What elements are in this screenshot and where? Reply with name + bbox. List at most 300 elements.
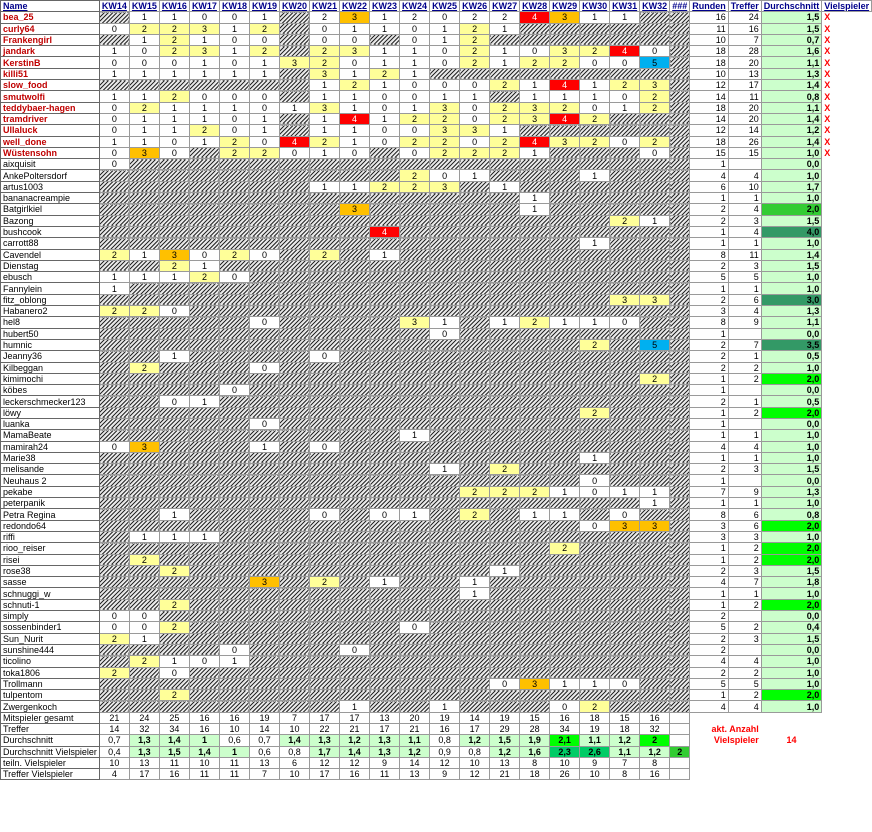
score-cell[interactable] bbox=[640, 351, 670, 362]
hits-cell[interactable]: 6 bbox=[728, 294, 761, 305]
average-cell[interactable]: 1,5 bbox=[761, 633, 822, 644]
score-cell[interactable] bbox=[490, 577, 520, 588]
score-cell[interactable] bbox=[550, 238, 580, 249]
summary-value[interactable]: 1,2 bbox=[490, 746, 520, 757]
score-cell[interactable] bbox=[610, 565, 640, 576]
score-cell[interactable] bbox=[219, 317, 249, 328]
score-cell[interactable] bbox=[189, 407, 219, 418]
score-cell[interactable] bbox=[219, 80, 249, 91]
score-cell[interactable] bbox=[430, 238, 460, 249]
score-cell[interactable] bbox=[460, 475, 490, 486]
score-cell[interactable]: 0 bbox=[370, 125, 400, 136]
score-cell[interactable]: 3 bbox=[430, 125, 460, 136]
summary-value[interactable]: 1,2 bbox=[640, 746, 670, 757]
score-cell[interactable]: 1 bbox=[189, 260, 219, 271]
summary-value[interactable]: 11 bbox=[189, 769, 219, 780]
rounds-cell[interactable]: 18 bbox=[690, 57, 729, 68]
hits-cell[interactable]: 14 bbox=[728, 125, 761, 136]
score-cell[interactable] bbox=[490, 339, 520, 350]
hits-cell[interactable] bbox=[728, 644, 761, 655]
score-cell[interactable] bbox=[159, 204, 189, 215]
score-cell[interactable]: 1 bbox=[129, 633, 159, 644]
summary-value[interactable]: 0,7 bbox=[249, 735, 279, 746]
score-cell[interactable] bbox=[400, 396, 430, 407]
player-name[interactable]: Kilbeggan bbox=[1, 362, 100, 373]
score-cell[interactable] bbox=[640, 644, 670, 655]
score-cell[interactable] bbox=[310, 317, 340, 328]
score-cell[interactable] bbox=[430, 260, 460, 271]
rounds-cell[interactable]: 2 bbox=[690, 611, 729, 622]
score-cell[interactable]: 1 bbox=[580, 91, 610, 102]
score-cell[interactable] bbox=[460, 181, 490, 192]
score-cell[interactable] bbox=[340, 509, 370, 520]
summary-value[interactable]: 0,7 bbox=[99, 735, 129, 746]
score-cell[interactable] bbox=[640, 509, 670, 520]
score-cell[interactable] bbox=[520, 599, 550, 610]
score-cell[interactable] bbox=[219, 204, 249, 215]
score-cell[interactable] bbox=[490, 306, 520, 317]
score-cell[interactable]: 5 bbox=[640, 339, 670, 350]
score-cell[interactable] bbox=[129, 430, 159, 441]
score-cell[interactable] bbox=[460, 68, 490, 79]
hits-cell[interactable]: 7 bbox=[728, 339, 761, 350]
score-cell[interactable] bbox=[310, 306, 340, 317]
score-cell[interactable] bbox=[430, 667, 460, 678]
score-cell[interactable] bbox=[520, 351, 550, 362]
player-name[interactable]: curly64 bbox=[1, 23, 100, 34]
score-cell[interactable] bbox=[340, 226, 370, 237]
score-cell[interactable] bbox=[310, 611, 340, 622]
hits-cell[interactable]: 4 bbox=[728, 204, 761, 215]
score-cell[interactable]: 0 bbox=[159, 136, 189, 147]
score-cell[interactable] bbox=[550, 260, 580, 271]
score-cell[interactable]: 0 bbox=[430, 80, 460, 91]
score-cell[interactable] bbox=[159, 554, 189, 565]
score-cell[interactable] bbox=[340, 306, 370, 317]
score-cell[interactable] bbox=[99, 498, 129, 509]
score-cell[interactable] bbox=[370, 633, 400, 644]
score-cell[interactable] bbox=[99, 452, 129, 463]
score-cell[interactable] bbox=[310, 159, 340, 170]
score-cell[interactable] bbox=[400, 701, 430, 712]
score-cell[interactable]: 2 bbox=[580, 701, 610, 712]
score-cell[interactable]: 0 bbox=[219, 272, 249, 283]
player-name[interactable]: leckerschmecker123 bbox=[1, 396, 100, 407]
score-cell[interactable] bbox=[129, 80, 159, 91]
hits-cell[interactable]: 13 bbox=[728, 68, 761, 79]
score-cell[interactable]: 2 bbox=[99, 249, 129, 260]
score-cell[interactable] bbox=[580, 418, 610, 429]
summary-value[interactable]: 34 bbox=[550, 724, 580, 735]
summary-value[interactable]: 14 bbox=[400, 757, 430, 768]
score-cell[interactable]: 0 bbox=[249, 249, 279, 260]
summary-value[interactable]: 15 bbox=[610, 712, 640, 723]
score-cell[interactable]: 0 bbox=[400, 23, 430, 34]
score-cell[interactable] bbox=[580, 294, 610, 305]
summary-value[interactable]: 1,9 bbox=[520, 735, 550, 746]
average-cell[interactable]: 2,0 bbox=[761, 554, 822, 565]
score-cell[interactable] bbox=[550, 464, 580, 475]
score-cell[interactable]: 2 bbox=[400, 170, 430, 181]
score-cell[interactable] bbox=[370, 204, 400, 215]
score-cell[interactable] bbox=[340, 272, 370, 283]
summary-value[interactable]: 1,1 bbox=[610, 746, 640, 757]
score-cell[interactable]: 1 bbox=[340, 68, 370, 79]
score-cell[interactable] bbox=[550, 170, 580, 181]
score-cell[interactable]: 3 bbox=[159, 249, 189, 260]
score-cell[interactable] bbox=[189, 226, 219, 237]
score-cell[interactable]: 1 bbox=[189, 57, 219, 68]
score-cell[interactable] bbox=[129, 294, 159, 305]
score-cell[interactable]: 1 bbox=[610, 12, 640, 23]
average-cell[interactable]: 0,8 bbox=[761, 509, 822, 520]
score-cell[interactable] bbox=[400, 599, 430, 610]
score-cell[interactable] bbox=[460, 701, 490, 712]
score-cell[interactable]: 1 bbox=[400, 46, 430, 57]
score-cell[interactable] bbox=[340, 317, 370, 328]
score-cell[interactable]: 3 bbox=[520, 102, 550, 113]
score-cell[interactable]: 2 bbox=[340, 80, 370, 91]
score-cell[interactable] bbox=[400, 565, 430, 576]
hits-cell[interactable]: 7 bbox=[728, 577, 761, 588]
score-cell[interactable] bbox=[520, 159, 550, 170]
score-cell[interactable]: 1 bbox=[219, 656, 249, 667]
score-cell[interactable] bbox=[490, 701, 520, 712]
score-cell[interactable] bbox=[520, 283, 550, 294]
score-cell[interactable] bbox=[490, 272, 520, 283]
score-cell[interactable] bbox=[490, 351, 520, 362]
score-cell[interactable]: 0 bbox=[400, 80, 430, 91]
score-cell[interactable] bbox=[99, 656, 129, 667]
score-cell[interactable] bbox=[189, 486, 219, 497]
score-cell[interactable]: 2 bbox=[249, 23, 279, 34]
score-cell[interactable] bbox=[640, 159, 670, 170]
score-cell[interactable] bbox=[249, 294, 279, 305]
score-cell[interactable] bbox=[279, 690, 309, 701]
score-cell[interactable]: 0 bbox=[610, 136, 640, 147]
score-cell[interactable]: 3 bbox=[610, 520, 640, 531]
hits-cell[interactable]: 9 bbox=[728, 486, 761, 497]
score-cell[interactable] bbox=[310, 430, 340, 441]
score-cell[interactable] bbox=[310, 339, 340, 350]
hits-cell[interactable]: 24 bbox=[728, 12, 761, 23]
score-cell[interactable] bbox=[550, 430, 580, 441]
score-cell[interactable]: 2 bbox=[460, 34, 490, 45]
score-cell[interactable] bbox=[129, 385, 159, 396]
score-cell[interactable] bbox=[460, 396, 490, 407]
score-cell[interactable] bbox=[640, 125, 670, 136]
score-cell[interactable]: 2 bbox=[310, 57, 340, 68]
average-cell[interactable]: 1,0 bbox=[761, 238, 822, 249]
summary-value[interactable]: 7 bbox=[249, 769, 279, 780]
score-cell[interactable]: 1 bbox=[580, 170, 610, 181]
hits-cell[interactable] bbox=[728, 418, 761, 429]
score-cell[interactable]: 3 bbox=[610, 294, 640, 305]
score-cell[interactable] bbox=[640, 622, 670, 633]
score-cell[interactable]: 2 bbox=[219, 136, 249, 147]
score-cell[interactable] bbox=[189, 565, 219, 576]
score-cell[interactable] bbox=[550, 362, 580, 373]
score-cell[interactable] bbox=[460, 328, 490, 339]
score-cell[interactable] bbox=[279, 46, 309, 57]
score-cell[interactable]: 0 bbox=[99, 441, 129, 452]
summary-value[interactable]: 4 bbox=[99, 769, 129, 780]
summary-value[interactable]: 15 bbox=[520, 712, 550, 723]
summary-value[interactable]: 34 bbox=[159, 724, 189, 735]
score-cell[interactable] bbox=[490, 599, 520, 610]
hits-cell[interactable]: 20 bbox=[728, 102, 761, 113]
score-cell[interactable]: 0 bbox=[490, 678, 520, 689]
hits-cell[interactable]: 1 bbox=[728, 351, 761, 362]
score-cell[interactable] bbox=[490, 385, 520, 396]
score-cell[interactable] bbox=[279, 159, 309, 170]
score-cell[interactable] bbox=[219, 531, 249, 542]
score-cell[interactable] bbox=[340, 159, 370, 170]
score-cell[interactable]: 3 bbox=[430, 181, 460, 192]
summary-value[interactable]: 13 bbox=[370, 712, 400, 723]
rounds-cell[interactable]: 8 bbox=[690, 249, 729, 260]
score-cell[interactable]: 1 bbox=[430, 91, 460, 102]
score-cell[interactable] bbox=[550, 554, 580, 565]
score-cell[interactable] bbox=[129, 486, 159, 497]
average-cell[interactable]: 1,3 bbox=[761, 486, 822, 497]
score-cell[interactable] bbox=[189, 543, 219, 554]
score-cell[interactable]: 0 bbox=[610, 509, 640, 520]
score-cell[interactable] bbox=[640, 531, 670, 542]
score-cell[interactable]: 0 bbox=[340, 57, 370, 68]
score-cell[interactable] bbox=[279, 68, 309, 79]
player-name[interactable]: fitz_oblong bbox=[1, 294, 100, 305]
score-cell[interactable] bbox=[99, 430, 129, 441]
average-cell[interactable]: 0,5 bbox=[761, 351, 822, 362]
average-cell[interactable]: 1,0 bbox=[761, 170, 822, 181]
score-cell[interactable]: 3 bbox=[279, 57, 309, 68]
score-cell[interactable] bbox=[520, 238, 550, 249]
score-cell[interactable] bbox=[520, 690, 550, 701]
score-cell[interactable]: 2 bbox=[370, 68, 400, 79]
score-cell[interactable] bbox=[550, 23, 580, 34]
score-cell[interactable] bbox=[310, 644, 340, 655]
score-cell[interactable] bbox=[640, 678, 670, 689]
summary-value[interactable]: 13 bbox=[249, 757, 279, 768]
score-cell[interactable] bbox=[400, 193, 430, 204]
score-cell[interactable]: 1 bbox=[340, 23, 370, 34]
score-cell[interactable]: 1 bbox=[640, 486, 670, 497]
rounds-cell[interactable]: 4 bbox=[690, 701, 729, 712]
score-cell[interactable] bbox=[279, 701, 309, 712]
score-cell[interactable] bbox=[159, 226, 189, 237]
score-cell[interactable] bbox=[400, 486, 430, 497]
rounds-cell[interactable]: 1 bbox=[690, 543, 729, 554]
score-cell[interactable]: 1 bbox=[249, 125, 279, 136]
score-cell[interactable]: 1 bbox=[490, 317, 520, 328]
rounds-cell[interactable]: 1 bbox=[690, 418, 729, 429]
score-cell[interactable] bbox=[189, 294, 219, 305]
score-cell[interactable] bbox=[610, 362, 640, 373]
score-cell[interactable] bbox=[520, 407, 550, 418]
score-cell[interactable] bbox=[189, 509, 219, 520]
score-cell[interactable]: 1 bbox=[520, 147, 550, 158]
player-name[interactable]: schnuti-1 bbox=[1, 599, 100, 610]
score-cell[interactable]: 1 bbox=[370, 46, 400, 57]
score-cell[interactable] bbox=[520, 34, 550, 45]
score-cell[interactable] bbox=[640, 260, 670, 271]
score-cell[interactable] bbox=[520, 531, 550, 542]
score-cell[interactable]: 1 bbox=[430, 701, 460, 712]
average-cell[interactable]: 1,5 bbox=[761, 464, 822, 475]
score-cell[interactable] bbox=[249, 215, 279, 226]
score-cell[interactable] bbox=[460, 644, 490, 655]
score-cell[interactable] bbox=[279, 272, 309, 283]
summary-value[interactable]: 24 bbox=[129, 712, 159, 723]
score-cell[interactable] bbox=[400, 644, 430, 655]
hits-cell[interactable]: 2 bbox=[728, 667, 761, 678]
score-cell[interactable]: 1 bbox=[129, 34, 159, 45]
score-cell[interactable] bbox=[640, 407, 670, 418]
score-cell[interactable]: 2 bbox=[249, 147, 279, 158]
score-cell[interactable] bbox=[610, 125, 640, 136]
score-cell[interactable] bbox=[129, 215, 159, 226]
column-header[interactable]: KW19 bbox=[249, 1, 279, 12]
summary-value[interactable]: 8 bbox=[610, 769, 640, 780]
score-cell[interactable] bbox=[490, 633, 520, 644]
score-cell[interactable] bbox=[219, 193, 249, 204]
score-cell[interactable] bbox=[219, 611, 249, 622]
score-cell[interactable] bbox=[310, 170, 340, 181]
rounds-cell[interactable]: 1 bbox=[690, 498, 729, 509]
score-cell[interactable]: 3 bbox=[550, 12, 580, 23]
rounds-cell[interactable]: 1 bbox=[690, 385, 729, 396]
score-cell[interactable] bbox=[159, 418, 189, 429]
summary-value[interactable]: 1,3 bbox=[129, 746, 159, 757]
score-cell[interactable] bbox=[460, 656, 490, 667]
hits-cell[interactable] bbox=[728, 328, 761, 339]
average-cell[interactable]: 0,8 bbox=[761, 91, 822, 102]
score-cell[interactable]: 0 bbox=[610, 91, 640, 102]
score-cell[interactable] bbox=[279, 509, 309, 520]
score-cell[interactable] bbox=[430, 193, 460, 204]
score-cell[interactable] bbox=[520, 452, 550, 463]
score-cell[interactable] bbox=[310, 226, 340, 237]
score-cell[interactable] bbox=[249, 667, 279, 678]
score-cell[interactable] bbox=[370, 565, 400, 576]
score-cell[interactable] bbox=[520, 633, 550, 644]
player-name[interactable]: tramdriver bbox=[1, 113, 100, 124]
average-cell[interactable]: 1,4 bbox=[761, 136, 822, 147]
score-cell[interactable] bbox=[580, 23, 610, 34]
summary-value[interactable]: 2,3 bbox=[550, 746, 580, 757]
score-cell[interactable] bbox=[640, 170, 670, 181]
score-cell[interactable] bbox=[279, 373, 309, 384]
score-cell[interactable] bbox=[249, 238, 279, 249]
score-cell[interactable] bbox=[550, 68, 580, 79]
score-cell[interactable] bbox=[460, 249, 490, 260]
score-cell[interactable] bbox=[520, 418, 550, 429]
score-cell[interactable] bbox=[340, 622, 370, 633]
score-cell[interactable] bbox=[159, 362, 189, 373]
score-cell[interactable] bbox=[640, 588, 670, 599]
score-cell[interactable]: 4 bbox=[279, 136, 309, 147]
average-cell[interactable]: 0,0 bbox=[761, 418, 822, 429]
score-cell[interactable] bbox=[279, 396, 309, 407]
score-cell[interactable] bbox=[430, 339, 460, 350]
score-cell[interactable] bbox=[370, 543, 400, 554]
score-cell[interactable] bbox=[129, 498, 159, 509]
column-header[interactable]: Name bbox=[1, 1, 100, 12]
score-cell[interactable] bbox=[340, 238, 370, 249]
hits-cell[interactable]: 4 bbox=[728, 701, 761, 712]
hits-cell[interactable]: 1 bbox=[728, 193, 761, 204]
score-cell[interactable]: 2 bbox=[430, 136, 460, 147]
player-name[interactable]: pekabe bbox=[1, 486, 100, 497]
score-cell[interactable]: 2 bbox=[129, 656, 159, 667]
score-cell[interactable] bbox=[129, 159, 159, 170]
score-cell[interactable]: 0 bbox=[159, 667, 189, 678]
summary-value[interactable]: 0,8 bbox=[460, 746, 490, 757]
score-cell[interactable] bbox=[129, 418, 159, 429]
score-cell[interactable] bbox=[159, 80, 189, 91]
score-cell[interactable] bbox=[490, 226, 520, 237]
column-header[interactable]: KW25 bbox=[430, 1, 460, 12]
score-cell[interactable]: 1 bbox=[159, 656, 189, 667]
score-cell[interactable] bbox=[400, 373, 430, 384]
score-cell[interactable] bbox=[129, 193, 159, 204]
score-cell[interactable] bbox=[159, 543, 189, 554]
score-cell[interactable] bbox=[640, 690, 670, 701]
score-cell[interactable] bbox=[279, 554, 309, 565]
score-cell[interactable]: 1 bbox=[550, 509, 580, 520]
rounds-cell[interactable]: 2 bbox=[690, 215, 729, 226]
score-cell[interactable] bbox=[99, 599, 129, 610]
score-cell[interactable] bbox=[460, 260, 490, 271]
score-cell[interactable] bbox=[580, 385, 610, 396]
score-cell[interactable] bbox=[520, 170, 550, 181]
rounds-cell[interactable]: 1 bbox=[690, 373, 729, 384]
score-cell[interactable] bbox=[370, 611, 400, 622]
hits-cell[interactable]: 3 bbox=[728, 215, 761, 226]
score-cell[interactable] bbox=[310, 464, 340, 475]
score-cell[interactable] bbox=[340, 373, 370, 384]
score-cell[interactable]: 2 bbox=[490, 12, 520, 23]
summary-value[interactable]: 0,6 bbox=[249, 746, 279, 757]
score-cell[interactable] bbox=[460, 385, 490, 396]
score-cell[interactable]: 2 bbox=[219, 147, 249, 158]
score-cell[interactable]: 0 bbox=[580, 486, 610, 497]
score-cell[interactable] bbox=[550, 328, 580, 339]
column-header[interactable]: KW31 bbox=[610, 1, 640, 12]
score-cell[interactable] bbox=[400, 464, 430, 475]
score-cell[interactable] bbox=[189, 644, 219, 655]
score-cell[interactable] bbox=[249, 611, 279, 622]
score-cell[interactable]: 1 bbox=[99, 68, 129, 79]
score-cell[interactable]: 1 bbox=[159, 68, 189, 79]
score-cell[interactable] bbox=[580, 226, 610, 237]
average-cell[interactable]: 3,5 bbox=[761, 339, 822, 350]
score-cell[interactable] bbox=[490, 193, 520, 204]
average-cell[interactable]: 1,0 bbox=[761, 430, 822, 441]
score-cell[interactable] bbox=[580, 68, 610, 79]
score-cell[interactable]: 1 bbox=[249, 57, 279, 68]
summary-value[interactable]: 2,6 bbox=[580, 746, 610, 757]
score-cell[interactable]: 1 bbox=[580, 238, 610, 249]
score-cell[interactable]: 0 bbox=[430, 57, 460, 68]
score-cell[interactable]: 0 bbox=[159, 57, 189, 68]
player-name[interactable]: peterpanik bbox=[1, 498, 100, 509]
score-cell[interactable] bbox=[520, 543, 550, 554]
score-cell[interactable] bbox=[219, 328, 249, 339]
score-cell[interactable] bbox=[129, 678, 159, 689]
score-cell[interactable] bbox=[99, 588, 129, 599]
